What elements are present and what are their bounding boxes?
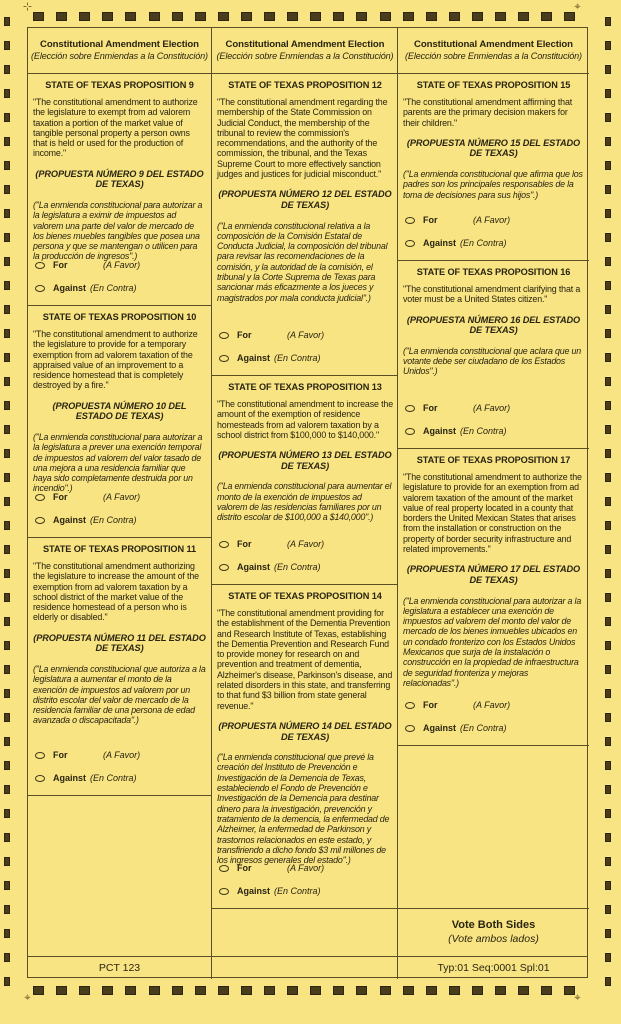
voting-oval-icon[interactable]	[219, 865, 229, 872]
for-label-es: (A Favor)	[473, 403, 511, 413]
vote-for-option[interactable]	[219, 539, 324, 549]
timing-mark	[403, 986, 414, 995]
timing-mark	[4, 905, 10, 914]
vote-against-option[interactable]	[405, 426, 507, 436]
proposition-text-en: "The constitutional amendment to authorize the legislature to provide for a temporary exemption from ad valorem taxation of the appraised value of an improvement to a residence homestead that is completely destroyed by a fire."	[33, 329, 198, 391]
timing-mark	[4, 737, 10, 746]
timing-mark	[605, 449, 611, 458]
timing-mark	[4, 185, 10, 194]
against-label: Against	[423, 238, 457, 248]
against-label-es: (En Contra)	[274, 562, 321, 572]
timing-mark	[4, 377, 10, 386]
timing-mark	[380, 12, 391, 21]
for-label-es: (A Favor)	[473, 215, 511, 225]
vote-both-sides-label: Vote Both Sides	[451, 919, 536, 931]
voting-oval-icon[interactable]	[219, 332, 229, 339]
proposition-title-es: (PROPUESTA NÚMERO 14 DEL ESTADO DE TEXAS)	[218, 720, 392, 742]
voting-oval-icon[interactable]	[219, 564, 229, 571]
timing-mark	[564, 12, 575, 21]
vote-against-option[interactable]	[219, 886, 321, 896]
timing-mark	[605, 473, 611, 482]
empty-cell	[398, 746, 589, 909]
timing-mark	[56, 12, 67, 21]
vote-for-option[interactable]	[35, 492, 140, 502]
proposition-title: STATE OF TEXAS PROPOSITION 17	[416, 455, 571, 465]
timing-mark	[605, 761, 611, 770]
for-label-es: (A Favor)	[473, 700, 511, 710]
voting-oval-icon[interactable]	[35, 775, 45, 782]
timing-mark	[518, 12, 529, 21]
for-label: For	[53, 750, 68, 760]
election-title: Constitutional Amendment Election	[414, 39, 573, 50]
timing-mark	[518, 986, 529, 995]
timing-mark	[605, 209, 611, 218]
precinct-label: PCT 123	[98, 962, 141, 974]
proposition-10	[28, 306, 211, 538]
voting-oval-icon[interactable]	[35, 285, 45, 292]
against-label-es: (En Contra)	[274, 353, 321, 363]
proposition-text-es: ("La enmienda constitucional que autoriza a la legislatura a aumentar el monto de la exención de impuestos ad valorem por un distrito escolar del valor de mercado de la residencia familiar de una persona de edad avanzada o discapacitada".)	[33, 663, 206, 726]
timing-mark	[287, 986, 298, 995]
for-label: For	[53, 260, 68, 270]
timing-mark	[605, 569, 611, 578]
timing-mark	[241, 12, 252, 21]
proposition-text-es: ("La enmienda constitucional para aumentar el monto de la exención de impuestos ad valorem de las residencias familiares por un distrito escolar de $100,000 a $140,000".)	[217, 481, 392, 523]
proposition-16	[398, 261, 589, 449]
timing-mark	[426, 986, 437, 995]
timing-mark	[605, 881, 611, 890]
vote-against-option[interactable]	[219, 562, 321, 572]
timing-mark	[4, 353, 10, 362]
timing-mark	[4, 857, 10, 866]
timing-mark	[4, 281, 10, 290]
timing-mark	[4, 833, 10, 842]
timing-mark	[380, 986, 391, 995]
timing-mark	[605, 185, 611, 194]
timing-mark	[4, 161, 10, 170]
proposition-title-es: (PROPUESTA NÚMERO 17 DEL ESTADO DE TEXAS)	[406, 564, 581, 585]
timing-mark	[605, 281, 611, 290]
against-label-es: (En Contra)	[460, 723, 507, 733]
voting-oval-icon[interactable]	[405, 240, 415, 247]
voting-oval-icon[interactable]	[405, 725, 415, 732]
against-label: Against	[53, 283, 87, 293]
timing-mark	[195, 986, 206, 995]
footer-empty	[211, 957, 398, 979]
against-label: Against	[237, 562, 271, 572]
voting-oval-icon[interactable]	[219, 888, 229, 895]
timing-mark	[449, 986, 460, 995]
timing-mark	[4, 953, 10, 962]
timing-mark	[605, 521, 611, 530]
timing-mark	[4, 65, 10, 74]
vote-for-option[interactable]	[219, 330, 324, 340]
timing-mark	[218, 986, 229, 995]
timing-mark	[495, 986, 506, 995]
proposition-title: STATE OF TEXAS PROPOSITION 13	[228, 382, 382, 392]
proposition-title: STATE OF TEXAS PROPOSITION 10	[42, 312, 197, 322]
timing-mark	[4, 473, 10, 482]
vote-against-option[interactable]	[405, 723, 507, 733]
timing-mark	[4, 137, 10, 146]
timing-mark	[287, 12, 298, 21]
timing-mark	[605, 353, 611, 362]
proposition-title: STATE OF TEXAS PROPOSITION 9	[45, 80, 194, 90]
timing-mark	[605, 497, 611, 506]
proposition-text-en: "The constitutional amendment to authorize the legislature to exempt from ad valorem taxation a portion of the market value of tangible personal property a person owns that is held or used for the production of income."	[33, 97, 198, 159]
timing-mark	[56, 986, 67, 995]
timing-mark	[172, 986, 183, 995]
proposition-title: STATE OF TEXAS PROPOSITION 12	[228, 80, 382, 90]
column-header	[398, 28, 589, 74]
timing-mark	[605, 41, 611, 50]
against-label-es: (En Contra)	[90, 773, 137, 783]
timing-mark	[605, 809, 611, 818]
ballot-footer	[28, 956, 587, 979]
timing-mark	[4, 425, 10, 434]
against-label-es: (En Contra)	[460, 426, 507, 436]
timing-mark	[605, 665, 611, 674]
for-label-es: (A Favor)	[103, 260, 141, 270]
proposition-text-es: ("La enmienda constitucional que afirma que los padres son los principales responsables de la toma de decisiones para sus hijos".)	[403, 169, 583, 200]
against-label: Against	[423, 426, 457, 436]
proposition-12	[212, 74, 398, 376]
timing-mark	[4, 521, 10, 530]
timing-mark	[605, 833, 611, 842]
voting-oval-icon[interactable]	[405, 405, 415, 412]
proposition-14	[212, 585, 398, 909]
timing-mark	[605, 905, 611, 914]
against-label: Against	[53, 515, 87, 525]
ballot	[27, 27, 588, 978]
timing-mark	[605, 713, 611, 722]
voting-oval-icon[interactable]	[35, 262, 45, 269]
vote-against-option[interactable]	[35, 773, 137, 783]
vote-for-option[interactable]	[405, 700, 510, 710]
for-label: For	[423, 403, 438, 413]
proposition-text-en: "The constitutional amendment clarifying that a voter must be a United States citizen."	[403, 284, 581, 305]
election-subtitle: (Elección sobre Enmiendas a la Constitución)	[216, 51, 394, 61]
against-label: Against	[53, 773, 87, 783]
timing-mark	[605, 689, 611, 698]
proposition-15	[398, 74, 589, 261]
timing-mark	[79, 986, 90, 995]
timing-mark	[605, 977, 611, 986]
proposition-text-es: ("La enmienda constitucional para autorizar a la legislatura a eximir de impuestos ad valorem una parte del valor de mercado de los bienes muebles tangibles que posea una persona y que se mantengan o utilicen para la producción de ingresos".)	[33, 199, 203, 262]
column-header	[28, 28, 211, 74]
proposition-text-en: "The constitutional amendment affirming that parents are the primary decision makers for their children."	[403, 97, 573, 128]
timing-mark	[4, 41, 10, 50]
timing-mark	[4, 497, 10, 506]
ballot-code: Typ:01 Seq:0001 Spl:01	[397, 957, 589, 979]
timing-mark	[426, 12, 437, 21]
proposition-title: STATE OF TEXAS PROPOSITION 11	[43, 544, 196, 554]
timing-mark	[264, 986, 275, 995]
timing-mark	[541, 986, 552, 995]
timing-mark	[195, 12, 206, 21]
election-subtitle: (Elección sobre Enmiendas a la Constitución)	[31, 51, 208, 61]
proposition-17	[398, 449, 589, 746]
timing-mark	[4, 17, 10, 26]
for-label: For	[423, 700, 438, 710]
vote-against-option[interactable]	[219, 353, 321, 363]
proposition-text-en: "The constitutional amendment to authorize the legislature to provide for an exemption from ad valorem taxation of the amount of the market value of real property located in a county that borders the United Mexican States that arises from the installation or construction on the property of border security infrastructure and related improvements."	[403, 472, 582, 555]
registration-crosshair-icon: ⌖	[24, 992, 31, 1004]
vote-both-sides-label-es: (Vote ambos lados)	[448, 933, 539, 945]
against-label: Against	[237, 353, 271, 363]
for-label: For	[53, 492, 68, 502]
proposition-text-en: "The constitutional amendment authorizing the legislature to increase the amount of the exemption from ad valorem taxation by a school district of the market value of the residence homestead of a person who is elderly or disabled."	[33, 561, 199, 623]
voting-oval-icon[interactable]	[405, 428, 415, 435]
ballot-column-1	[28, 28, 211, 956]
timing-mark	[4, 713, 10, 722]
timing-mark	[4, 89, 10, 98]
timing-mark	[605, 137, 611, 146]
timing-mark	[172, 12, 183, 21]
timing-mark	[241, 986, 252, 995]
timing-mark	[79, 12, 90, 21]
proposition-text-es: ("La enmienda constitucional que aclara que un votante debe ser ciudadano de los Estados Unidos".)	[403, 345, 581, 377]
for-label: For	[237, 539, 252, 549]
timing-mark	[264, 12, 275, 21]
for-label: For	[237, 863, 252, 873]
timing-mark	[605, 857, 611, 866]
timing-mark	[125, 12, 136, 21]
election-subtitle: (Elección sobre Enmiendas a la Constitución)	[405, 51, 582, 61]
timing-mark	[605, 17, 611, 26]
timing-mark	[33, 986, 44, 995]
voting-oval-icon[interactable]	[35, 752, 45, 759]
vote-for-option[interactable]	[219, 863, 324, 873]
timing-mark	[333, 986, 344, 995]
vote-for-option[interactable]	[405, 215, 510, 225]
timing-mark	[472, 12, 483, 21]
timing-mark	[4, 233, 10, 242]
timing-mark	[605, 617, 611, 626]
timing-mark	[218, 12, 229, 21]
proposition-text-en: "The constitutional amendment regarding the membership of the State Commission on Judicial Conduct, the membership of the tribunal to review the commission's recommendations, and the authority of the commission, the tribunal, and the Texas Supreme Court to more effectively sanction judges and justices for judicial misconduct."	[217, 97, 388, 180]
timing-mark	[149, 12, 160, 21]
proposition-title-es: (PROPUESTA NÚMERO 15 DEL ESTADO DE TEXAS)	[406, 137, 581, 159]
timing-mark	[605, 377, 611, 386]
timing-mark	[605, 233, 611, 242]
vote-against-option[interactable]	[35, 283, 137, 293]
proposition-title: STATE OF TEXAS PROPOSITION 14	[228, 591, 382, 601]
timing-mark	[605, 257, 611, 266]
timing-mark	[605, 929, 611, 938]
timing-mark	[605, 89, 611, 98]
for-label-es: (A Favor)	[287, 863, 325, 873]
timing-mark	[4, 785, 10, 794]
timing-mark	[4, 329, 10, 338]
timing-mark	[605, 785, 611, 794]
timing-mark	[102, 12, 113, 21]
timing-mark	[605, 425, 611, 434]
timing-mark	[605, 593, 611, 602]
timing-mark	[356, 12, 367, 21]
vote-against-option[interactable]	[35, 515, 137, 525]
proposition-title: STATE OF TEXAS PROPOSITION 16	[416, 267, 571, 277]
timing-mark	[605, 953, 611, 962]
ballot-column-2	[211, 28, 398, 956]
proposition-text-es: ("La enmienda constitucional para autorizar a la legislatura a establecer una exención de impuestos ad valorem del monto del valor de mercado de los bienes inmuebles ubicados en un condado fronterizo con los Estados Unidos Mexicanos que surja de la instalación o construcción en la propiedad de infraestructura de seguridad fronteriza y mejoras relacionadas".)	[403, 595, 582, 688]
timing-mark	[605, 329, 611, 338]
for-label-es: (A Favor)	[103, 750, 141, 760]
timing-mark	[4, 209, 10, 218]
proposition-13	[212, 376, 398, 585]
proposition-11	[28, 538, 211, 796]
proposition-title-es: (PROPUESTA NÚMERO 13 DEL ESTADO DE TEXAS)	[218, 450, 392, 471]
timing-mark	[605, 545, 611, 554]
registration-crosshair-icon: ⊹	[22, 1, 33, 13]
election-title: Constitutional Amendment Election	[225, 39, 385, 50]
vote-for-option[interactable]	[405, 403, 510, 413]
election-title: Constitutional Amendment Election	[40, 39, 199, 50]
timing-mark	[4, 545, 10, 554]
against-label: Against	[423, 723, 457, 733]
voting-oval-icon[interactable]	[219, 541, 229, 548]
timing-mark	[4, 881, 10, 890]
for-label-es: (A Favor)	[287, 330, 325, 340]
timing-mark	[333, 12, 344, 21]
timing-mark	[4, 305, 10, 314]
proposition-text-es: ("La enmienda constitucional para autorizar a la legislatura a prever una exención temporal de impuestos ad valorem del valor tasado de una mejora a una residencia familiar que haya sido completamente destruida por un incendio".)	[33, 431, 203, 494]
vote-for-option[interactable]	[35, 260, 140, 270]
timing-mark	[605, 401, 611, 410]
timing-mark	[605, 737, 611, 746]
proposition-title-es: (PROPUESTA NÚMERO 11 DEL ESTADO DE TEXAS)	[33, 632, 206, 654]
timing-mark	[4, 689, 10, 698]
voting-oval-icon[interactable]	[219, 355, 229, 362]
registration-crosshair-icon: ⌖	[574, 1, 581, 13]
column-header	[212, 28, 398, 74]
against-label-es: (En Contra)	[274, 886, 321, 896]
timing-mark	[495, 12, 506, 21]
against-label-es: (En Contra)	[90, 283, 137, 293]
ballot-column-3	[397, 28, 589, 956]
timing-mark	[541, 12, 552, 21]
timing-mark	[4, 665, 10, 674]
proposition-text-en: "The constitutional amendment providing for the establishment of the Dementia Prevention and Research Institute of Texas, establishing the Dementia Prevention and Research Fund to provide money for research on and prevention and treatment of dementia, Alzheimer's disease, Parkinson's disease, and related disorders in this state, and transferring to that fund $3 billion from state general revenue."	[217, 608, 393, 711]
timing-mark	[102, 986, 113, 995]
timing-mark	[33, 12, 44, 21]
proposition-9	[28, 74, 211, 306]
proposition-title-es: (PROPUESTA NÚMERO 16 DEL ESTADO DE TEXAS)	[406, 314, 581, 336]
against-label-es: (En Contra)	[90, 515, 137, 525]
timing-mark	[4, 929, 10, 938]
timing-mark	[4, 569, 10, 578]
against-label: Against	[237, 886, 271, 896]
proposition-text-es: ("La enmienda constitucional que prevé la creación del Instituto de Prevención e Investigación de la Demencia de Texas, estableciendo el Fondo de Prevención e Investigación de la Demencia para destinar dinero para la investigación, prevención y tratamiento de la demencia, la enfermedad de Alzheimer, la enfermedad de Parkinson y trastornos relacionados en este estado, y transfiriendo a dicho fondo $3 mil millones de los ingresos generales del estado".)	[217, 752, 390, 866]
timing-mark	[4, 593, 10, 602]
voting-oval-icon[interactable]	[35, 517, 45, 524]
timing-mark	[4, 257, 10, 266]
timing-mark	[4, 113, 10, 122]
for-label: For	[237, 330, 252, 340]
timing-mark	[310, 986, 321, 995]
voting-oval-icon[interactable]	[35, 494, 45, 501]
timing-mark	[605, 641, 611, 650]
against-label-es: (En Contra)	[460, 238, 507, 248]
timing-mark	[472, 986, 483, 995]
timing-mark	[356, 986, 367, 995]
timing-mark	[449, 12, 460, 21]
proposition-title-es: (PROPUESTA NÚMERO 10 DEL ESTADO DE TEXAS)	[52, 400, 187, 422]
vote-for-option[interactable]	[35, 750, 140, 760]
timing-mark	[4, 401, 10, 410]
registration-crosshair-icon: ⌖	[574, 992, 581, 1004]
proposition-title-es: (PROPUESTA NÚMERO 9 DEL ESTADO DE TEXAS)	[35, 168, 204, 190]
timing-mark	[4, 449, 10, 458]
timing-mark	[125, 986, 136, 995]
proposition-text-en: "The constitutional amendment to increase the amount of the exemption of residence homesteads from ad valorem taxation by a school district from $100,000 to $140,000."	[217, 399, 393, 440]
for-label-es: (A Favor)	[287, 539, 325, 549]
proposition-text-es: ("La enmienda constitucional relativa a la composición de la Comisión Estatal de Conducta Judicial, la composición del tribunal para revisar las recomendaciones de la comisión, y la autoridad de la comisión, el tribunal y la Corte Suprema de Texas para sancionar más eficazmente a los jueces y magistrados por mala conducta judicial".)	[217, 220, 388, 303]
timing-mark	[310, 12, 321, 21]
vote-both-sides	[398, 909, 589, 956]
vote-against-option[interactable]	[405, 238, 507, 248]
timing-mark	[4, 641, 10, 650]
timing-mark	[4, 617, 10, 626]
proposition-title-es: (PROPUESTA NÚMERO 12 DEL ESTADO DE TEXAS)	[218, 189, 392, 210]
voting-oval-icon[interactable]	[405, 217, 415, 224]
timing-mark	[403, 12, 414, 21]
timing-mark	[605, 161, 611, 170]
timing-mark	[4, 977, 10, 986]
for-label: For	[423, 215, 438, 225]
timing-mark	[149, 986, 160, 995]
voting-oval-icon[interactable]	[405, 702, 415, 709]
for-label-es: (A Favor)	[103, 492, 141, 502]
timing-mark	[605, 305, 611, 314]
timing-mark	[4, 761, 10, 770]
timing-mark	[4, 809, 10, 818]
timing-mark	[605, 113, 611, 122]
proposition-title: STATE OF TEXAS PROPOSITION 15	[416, 80, 571, 90]
timing-mark	[605, 65, 611, 74]
